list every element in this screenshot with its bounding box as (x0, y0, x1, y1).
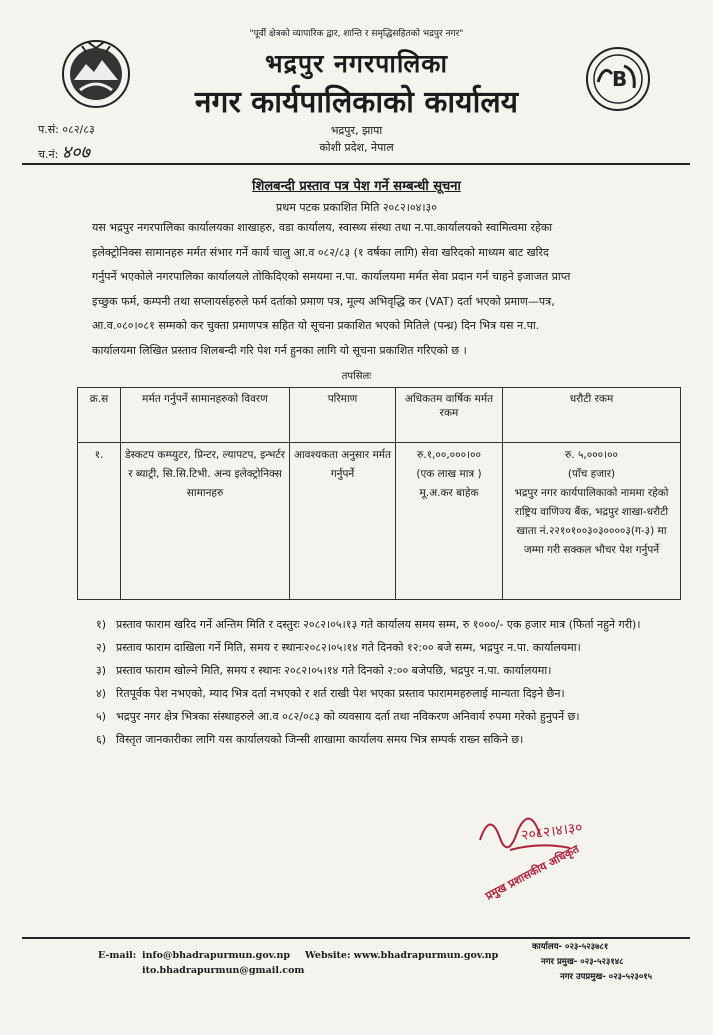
condition-text: भद्रपुर नगर क्षेत्र भित्रका संस्थाहरुले आ.व ०८२/०८३ को व्यवसाय दर्ता तथा नविकरण अनिवार्य रुपमा गरेको हुनुपर्ने छ। (116, 710, 580, 723)
email-label: E-mail: (98, 950, 137, 961)
condition-item (96, 613, 672, 636)
dispatch-number-value: ४०७ (61, 142, 90, 163)
deposit-details: भद्रपुर नगर कार्यपालिकाको नाममा रहेको राष्ट्रिय वाणिज्य बैंक, भद्रपुर शाखा-धरौटी खाता नं.२२१०१००३०३००००३(ग-३) मा जम्मा गरी सक्कल भौचर पेश गर्नुपर्ने (514, 487, 669, 556)
condition-text: विस्तृत जानकारीका लागि यस कार्यालयको जिन्सी शाखामा कार्यालय समय भित्र सम्पर्क राख्न सकिने छ। (116, 733, 524, 746)
deposit-amount: रु. ५,०००।०० (564, 449, 619, 461)
condition-number: ५) (96, 710, 107, 723)
phone-mayor: नगर प्रमुख- ०२३-५२३१४८ (541, 957, 624, 967)
condition-text: प्रस्ताव फाराम खरिद गर्ने अन्तिम मिति र दस्तुरः २०८२।०५।१३ गते कार्यालय समय सम्म, रु १०००/- एक हजार मात्र (फिर्ता नहुने गरी)। (116, 618, 641, 631)
condition-item (96, 705, 672, 728)
col-header-quantity: परिमाण (290, 388, 396, 443)
condition-item (96, 636, 672, 659)
notice-body-line: इच्छुक फर्म, कम्पनी तथा सप्लायर्सहरुले फर्म दर्ताको प्रमाण पत्र, मूल्य अभिवृद्धि कर (VAT) दर्ता भएको प्रमाण—पत्र, (92, 294, 555, 308)
condition-number: ६) (96, 733, 107, 746)
header-divider (22, 163, 690, 165)
signature-designation: प्रमुख प्रशासकीय अधिकृत (483, 842, 582, 903)
email-link-secondary[interactable]: ito.bhadrapurmun@gmail.com (142, 965, 305, 976)
condition-text: रितपूर्वक पेश नभएको, म्याद भित्र दर्ता नभएको र शर्त राखी पेश भएका प्रस्ताव फाराममहरुलाई मान्यता दिइने छैन। (116, 687, 565, 700)
footer-divider (22, 937, 690, 939)
cell-deposit (503, 443, 681, 600)
conditions-list (96, 613, 672, 751)
deposit-words: (पाँच हजार) (567, 468, 616, 480)
col-header-sn: क्र.स (78, 388, 121, 443)
max-amount-words: (एक लाख मात्र ) (416, 468, 482, 480)
col-header-deposit: धरौटी रकम (503, 388, 681, 443)
condition-item (96, 682, 672, 705)
motto: "पूर्वी क्षेत्रको व्यापारिक द्वार, शान्ति र समृद्धिसहितको भद्रपुर नगर" (249, 29, 464, 39)
email-link-primary[interactable]: info@bhadrapurmun.gov.np (142, 950, 291, 961)
phone-office: कार्यालय- ०२३-५२३७८१ (532, 942, 609, 952)
address-line-1: भद्रपुर, झापा (330, 124, 383, 137)
condition-text: प्रस्ताव फाराम खोल्ने मिति, समय र स्थानः २०८२।०५।१४ गते दिनको २:०० बजेपछि, भद्रपुर न.पा. कार्यालयमा। (116, 664, 552, 677)
letter-ref-number: प.सं: ०८२/८३ (38, 123, 95, 136)
cell-max-amount (396, 443, 503, 600)
website-link[interactable]: Website: www.bhadrapurmun.gov.np (305, 950, 499, 961)
notice-body-line: इलेक्ट्रोनिक्स सामानहरु मर्मत संभार गर्ने कार्य चालु आ.व ०८२/८३ (१ वर्षका लागि) सेवा खरिदको माध्यम बाट खरिद (92, 245, 549, 259)
svg-text:B: B (612, 67, 628, 91)
municipality-name: भद्रपुर नगरपालिका (265, 49, 448, 78)
col-header-description: मर्मत गर्नुपर्ने सामानहरुको विवरण (121, 388, 290, 443)
cell-quantity: आवश्यकता अनुसार मर्मत गर्नुपर्ने (290, 443, 396, 600)
notice-body-line: यस भद्रपुर नगरपालिका कार्यालयका शाखाहरु, वडा कार्यालय, स्वास्थ्य संस्था तथा न.पा.कार्यालयको स्वामित्वमा रहेका (92, 221, 553, 234)
condition-number: १) (96, 618, 107, 631)
dispatch-number (38, 140, 90, 164)
details-label: तपसिलः (341, 371, 372, 382)
max-amount-note: मू.अ.कर बाहेक (419, 487, 479, 499)
cell-sn: १. (78, 443, 121, 600)
signature-date: २०८२।४।३० (520, 819, 584, 844)
address-line-2: कोशी प्रदेश, नेपाल (319, 141, 394, 154)
condition-number: ४) (96, 687, 107, 700)
notice-body-line: गर्नुपर्ने भएकोले नगरपालिका कार्यालयले तोकिदिएको समयमा न.पा. कार्यालयमा मर्मत सेवा प्रदान गर्न चाहने इजाजत प्राप्त (92, 270, 571, 283)
condition-item (96, 728, 672, 751)
condition-number: २) (96, 641, 107, 654)
condition-number: ३) (96, 664, 107, 677)
published-date: प्रथम पटक प्रकाशित मिति २०८२।०४।३० (276, 201, 437, 214)
table-header-row (78, 388, 681, 443)
notice-body (92, 216, 664, 363)
col-header-max-amount: अधिकतम वार्षिक मर्मत रकम (396, 388, 503, 443)
max-amount-value: रु.१,००,०००।०० (417, 449, 481, 461)
condition-item (96, 659, 672, 682)
official-signature (470, 800, 640, 910)
office-name: नगर कार्यपालिकाको कार्यालय (194, 85, 519, 120)
dispatch-number-label: च.नं: (38, 148, 59, 161)
items-table (77, 387, 681, 600)
notice-body-line: आ.व.०८०।०८१ सम्मको कर चुक्ता प्रमाणपत्र सहित यो सूचना प्रकाशित भएको मितिले (पन्ध्र) दिन भित्र यस न.पा. (92, 319, 540, 332)
table-row (78, 443, 681, 600)
notice-body-line: कार्यालयमा लिखित प्रस्ताव शिलबन्दी गरि पेश गर्न हुनका लागि यो सूचना प्रकाशित गरिएको छ । (92, 343, 467, 357)
notice-title: शिलबन्दी प्रस्ताव पत्र पेश गर्ने सम्बन्धी सूचना (252, 179, 461, 194)
phone-deputy-mayor: नगर उपप्रमुख- ०२३-५२३०१५ (560, 972, 653, 982)
condition-text: प्रस्ताव फाराम दाखिला गर्ने मिति, समय र स्थानः२०८२।०५।१४ गते दिनको १२:०० बजे सम्म, भद्रपुर न.पा. कार्यालयमा। (116, 641, 581, 654)
cell-description: डेस्कटप कम्प्युटर, प्रिन्टर, ल्यापटप, इन्भर्टर र ब्याट्री, सि.सि.टिभी. अन्य इलेक्ट्रोनिक्स सामानहरु (121, 443, 290, 600)
